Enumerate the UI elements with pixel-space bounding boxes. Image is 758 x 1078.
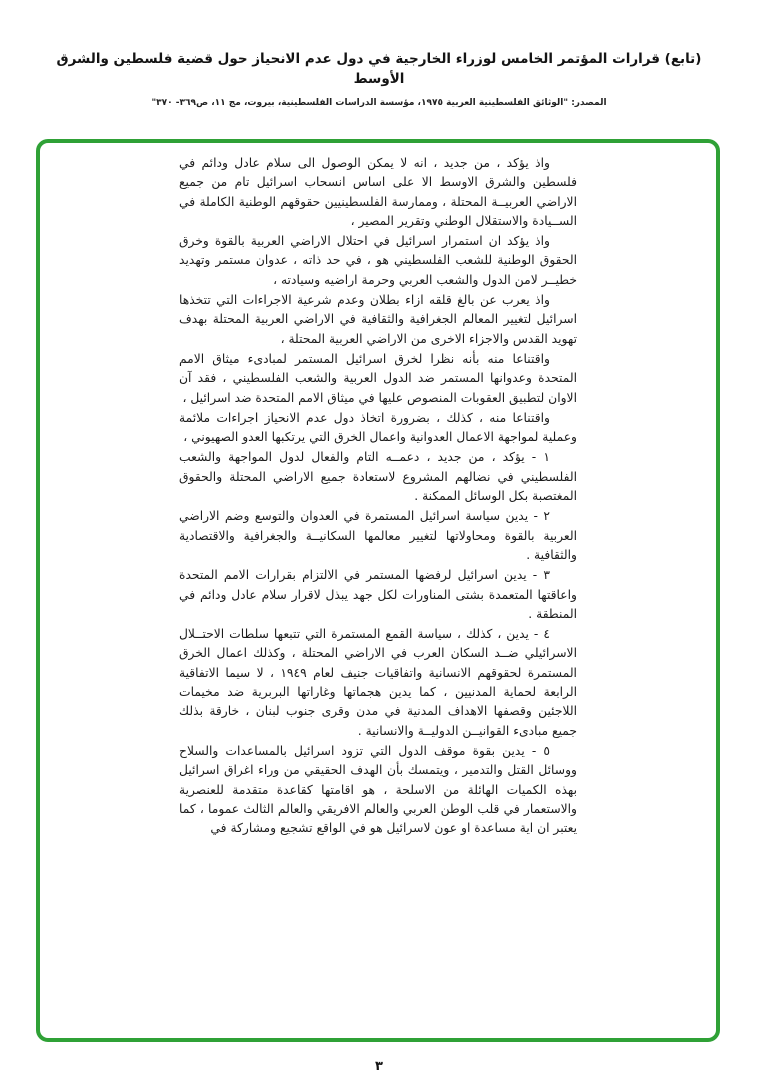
paragraph: واذ يعرب عن بالغ قلقه ازاء بطلان وعدم شرعية الاجراءات التي تتخذها اسرائيل لتغيير المعالم الجغرافية والثقافية في الاراضي العربية المحتلة بهدف تهويد القدس والاجزاء الاخرى من الاراضي العربية المحتلة ، — [179, 293, 577, 346]
paragraph-numbered-4: ٤ - يدين ، كذلك ، سياسة القمع المستمرة التي تتبعها سلطات الاحتــلال الاسرائيلي ضــد السكان العرب في الاراضي المحتلة ، وكذلك اعمال الخرق المستمرة لحقوقهم الانسانية واتفاقيات جنيف لعام ١٩٤٩ ، لا سيما الاتفاقية الرابعة لحماية المدنيين ، كما يدين هجماتها وغاراتها البربرية ضد مخيمات اللاجئين وقصفها الاهداف المدنية في مدن وقرى جنوب لبنان ، خارقة بذلك جميع مبادىء القوانيــن الدوليــة والانسانية . — [179, 627, 577, 738]
page-number: ٣ — [375, 1059, 383, 1074]
paragraph-numbered-2: ٢ - يدين سياسة اسرائيل المستمرة في العدوان والتوسع وضم الاراضي العربية بالقوة ومحاولاتها لتغيير معالمها السكانيــة والجغرافية والاقتصادية والثقافية . — [179, 509, 577, 562]
paragraph-numbered-5: ٥ - يدين بقوة موقف الدول التي تزود اسرائيل بالمساعدات والسلاح ووسائل القتل والتدمير ، ويتمسك بأن الهدف الحقيقي من وراء اغراق اسرائيل بهذه الكميات الهائلة من الاسلحة ، هو اقامتها كقاعدة متقدمة للعنصرية والاستعمار في قلب الوطن العربي والعالم الافريقي والعالم الثالث عموما ، كما يعتبر ان اية مساعدة او عون لاسرائيل هو في الواقع تشجيع ومشاركة في — [179, 743, 577, 836]
content-border-box — [36, 139, 720, 1042]
paragraph: واقتناعا منه ، كذلك ، بضرورة اتخاذ دول عدم الانحياز اجراءات ملائمة وعملية لمواجهة الاعمال العدوانية واعمال الخرق التي يرتكبها العدو الصهيوني ، — [179, 410, 577, 445]
paragraph: واذ يؤكد ان استمرار اسرائيل في احتلال الاراضي العربية بالقوة وخرق الحقوق الوطنية للشعب الفلسطيني هو ، في حد ذاته ، عدوان مستمر وتهديد خطيــر لامن الدول والشعب العربي وحرمة اراضيه وسيادته ، — [179, 234, 577, 287]
document-title: (تابع) قرارات المؤتمر الخامس لوزراء الخارجية في دول عدم الانحياز حول قضية فلسطين والشرق الأوسط — [56, 51, 702, 87]
paragraph-numbered-1: ١ - يؤكد ، من جديد ، دعمــه التام والفعال لدول المواجهة والشعب الفلسطيني في نضالهم المشروع لاستعادة جميع الاراضي المحتلة والحقوق المغتصبة بكل الوسائل الممكنة . — [179, 450, 577, 504]
source-line: المصدر: "الوثائق الفلسطينية العربية ١٩٧٥، مؤسسة الدراسات الفلسطينية، بيروت، مج ١١، ص٣٦٩- ٣٧٠" — [151, 98, 607, 109]
paragraph: واذ يؤكد ، من جديد ، انه لا يمكن الوصول الى سلام عادل ودائم في فلسطين والشرق الاوسط الا على اساس انسحاب اسرائيل تام من جميع الاراضي العربيــة المحتلة ، وممارسة الفلسطينيين حقوقهم الوطنية الكاملة في الســيادة والاستقلال الوطني وتقرير المصير ، — [179, 156, 577, 228]
page-header — [0, 0, 758, 108]
body-text-column — [179, 154, 577, 838]
paragraph-numbered-3: ٣ - يدين اسرائيل لرفضها المستمر في الالتزام بقرارات الامم المتحدة واعاقتها المتعمدة بشتى المناورات لكل جهد يبذل لاقرار سلام عادل ودائم في المنطقة . — [179, 568, 577, 621]
paragraph: واقتناعا منه بأنه نظرا لخرق اسرائيل المستمر لمبادىء ميثاق الامم المتحدة وعدوانها المستمر ضد الدول العربية والشعب الفلسطيني ، فقد آن الاوان لتطبيق العقوبات المنصوص عليها في ميثاق الامم المتحدة ضد اسرائيل ، — [179, 351, 577, 405]
